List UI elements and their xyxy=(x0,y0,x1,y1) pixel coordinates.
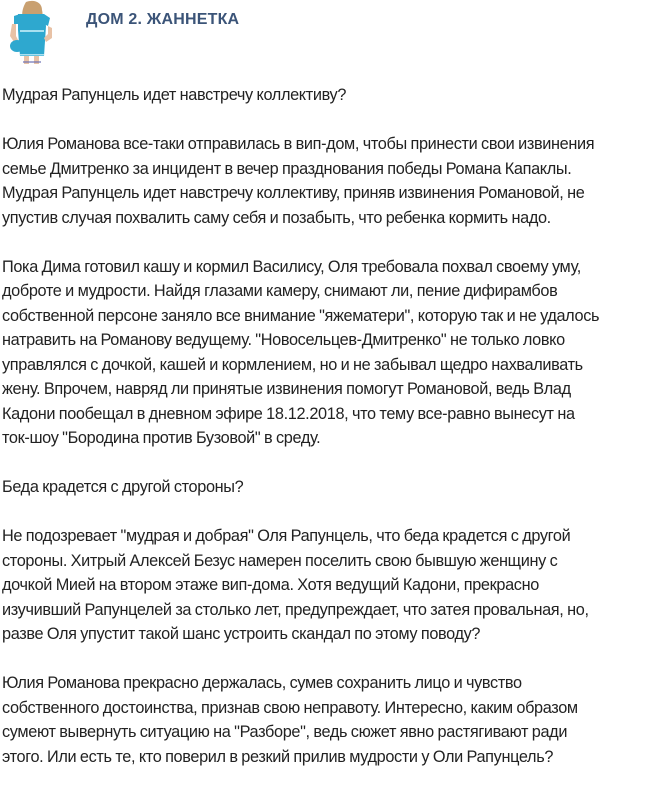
article-body xyxy=(2,83,668,794)
article-paragraph-4 xyxy=(2,671,668,769)
article-paragraph-2 xyxy=(2,255,668,451)
text-line: Пока Дима готовил кашу и кормил Василису, Оля требовала похвал своему уму, xyxy=(2,257,581,276)
text-line: собственного достоинства, признав свою неправоту. Интересно, каким образом xyxy=(2,698,578,717)
article-subheading-1 xyxy=(2,83,668,108)
text-line: стороны. Хитрый Алексей Безус намерен поселить свою бывшую женщину с xyxy=(2,551,558,570)
text-line: доброте и мудрости. Найдя глазами камеру, снимают ли, пение дифирамбов xyxy=(2,282,558,300)
text-line: этого. Или есть те, кто поверил в резкий прилив мудрости у Оли Рапунцель? xyxy=(2,747,554,766)
article-paragraph-1 xyxy=(2,132,668,230)
article-paragraph-3 xyxy=(2,524,668,647)
article-subheading-2 xyxy=(2,475,668,500)
text-line: дочкой Мией на втором этаже вип-дома. Хотя ведущий Кадони, прекрасно xyxy=(2,576,539,594)
post-header xyxy=(0,0,670,70)
text-line: изучивший Рапунцелей за столько лет, предупреждает, что затея провальная, но, xyxy=(2,600,589,619)
text-line: разве Оля упустит такой шанс устроить скандал по этому поводу? xyxy=(2,625,481,643)
text-line: Мудрая Рапунцель идет навстречу коллективу, приняв извинения Романовой, не xyxy=(2,184,585,202)
text-line: жену. Впрочем, навряд ли принятые извинения помогут Романовой, ведь Влад xyxy=(2,380,571,398)
avatar-woman-blue-dress-icon xyxy=(4,0,60,66)
text-line: натравить на Романову ведущему. "Новосельцев-Дмитренко" не только ловко xyxy=(2,331,565,349)
text-line: ток-шоу "Бородина против Бузовой" в среду. xyxy=(2,429,321,447)
text-line: собственной персоне заняло все внимание "яжематери", которую так и не удалось xyxy=(2,306,600,325)
text-line: Кадони пообещал в дневном эфире 18.12.2018, что тему все-равно вынесут на xyxy=(2,404,575,423)
text-line: семье Дмитренко за инцидент в вечер празднования победы Романа Капаклы. xyxy=(2,159,572,178)
text-line: упустив случая похвалить саму себя и позабыть, что ребенка кормить надо. xyxy=(2,208,551,227)
text-line: Юлия Романова все-таки отправилась в вип-дом, чтобы принести свои извинения xyxy=(2,135,595,153)
avatar[interactable] xyxy=(4,0,60,66)
text-line: Не подозревает "мудрая и добрая" Оля Рапунцель, что беда крадется с другой xyxy=(2,527,571,545)
text-line: сумеют вывернуть ситуацию на "Разборе", ведь сюжет явно растягивают ради xyxy=(2,723,568,741)
channel-title[interactable]: ДОМ 2. ЖАННЕТКА xyxy=(86,11,240,28)
text-line: Беда крадется с другой стороны? xyxy=(2,478,244,496)
text-line: управлялся с дочкой, кашей и кормлением, но и не забывал щедро нахваливать xyxy=(2,355,583,374)
text-line: Юлия Романова прекрасно держалась, сумев сохранить лицо и чувство xyxy=(2,674,522,692)
text-line: Мудрая Рапунцель идет навстречу коллективу? xyxy=(2,86,347,104)
